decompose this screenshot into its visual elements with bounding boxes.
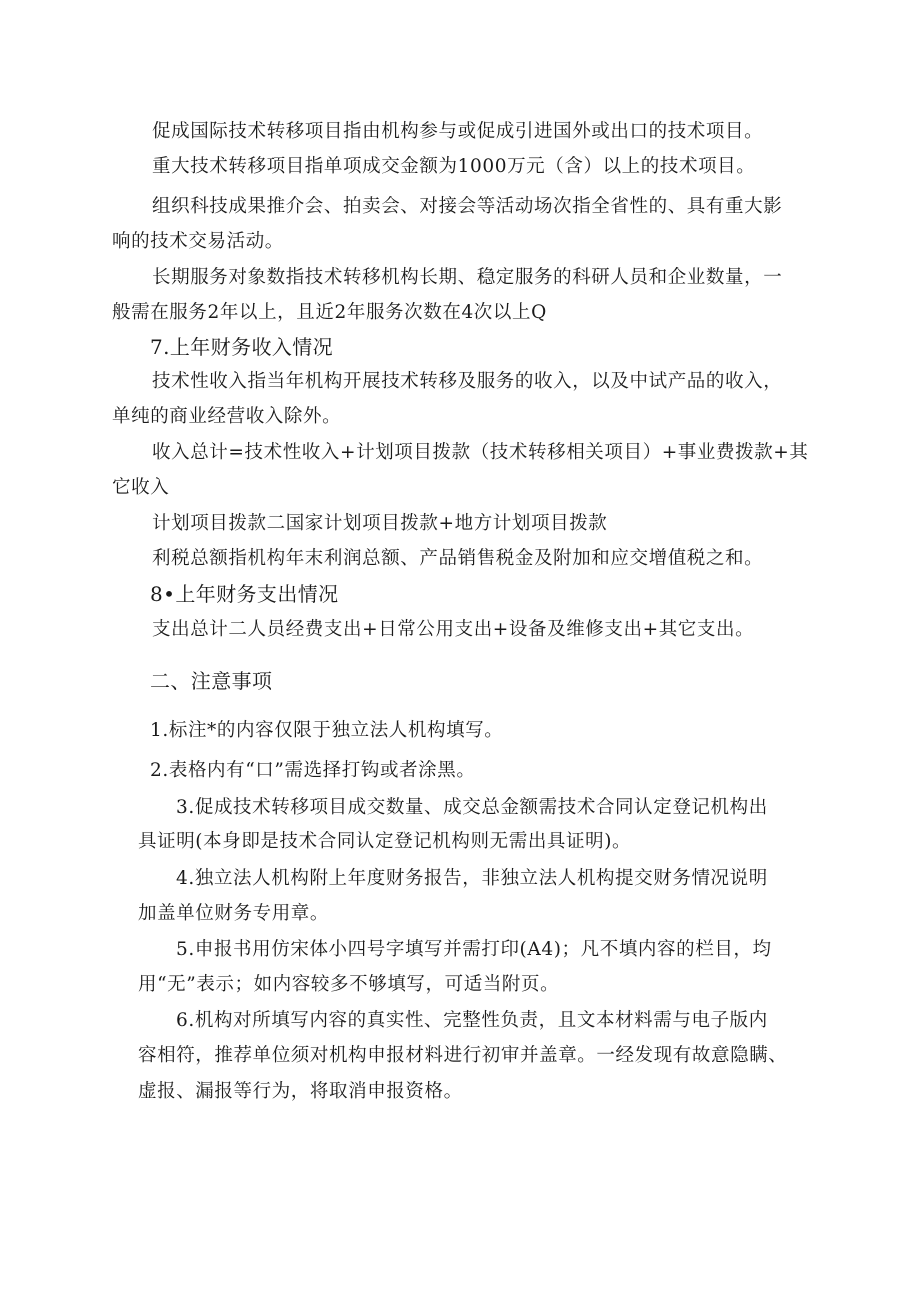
note-6-line1: 6.机构对所填写内容的真实性、完整性负责，且文本材料需与电子版内: [176, 1010, 768, 1031]
section-7-heading: 7.上年财务收入情况: [150, 335, 334, 359]
income-total-line1: 收入总计=技术性收入+计划项目拨款（技术转移相关项目）+事业费拨款+其: [152, 442, 809, 463]
expense-total-formula: 支出总计二人员经费支出+日常公用支出+设备及维修支出+其它支出。: [152, 619, 755, 640]
tech-income-line1: 技术性收入指当年机构开展技术转移及服务的收入，以及中试产品的收入，: [152, 371, 783, 392]
note-6-line2: 容相符，推荐单位须对机构申报材料进行初审并盖章。一经发现有故意隐瞒、: [138, 1045, 788, 1066]
definition-longterm-line2: 般需在服务2年以上，且近2年服务次数在4次以上Q: [112, 302, 547, 323]
note-3-line1: 3.促成技术转移项目成交数量、成交总金额需技术合同认定登记机构出: [176, 797, 768, 818]
definition-major-transfer: 重大技术转移项目指单项成交金额为1000万元（含）以上的技术项目。: [152, 156, 756, 177]
definition-events-line2: 响的技术交易活动。: [112, 231, 284, 252]
note-5-line2: 用“无”表示；如内容较多不够填写，可适当附页。: [138, 974, 560, 995]
section-8-heading: 8•上年财务支出情况: [150, 582, 339, 606]
definition-longterm-line1: 长期服务对象数指技术转移机构长期、稳定服务的科研人员和企业数量，一: [152, 267, 783, 288]
note-6-line3: 虚报、漏报等行为，将取消申报资格。: [138, 1081, 463, 1102]
note-3-line2: 具证明(本身即是技术合同认定登记机构则无需出具证明)。: [138, 831, 632, 852]
note-5-line1: 5.申报书用仿宋体小四号字填写并需打印(A4)；凡不填内容的栏目，均: [176, 939, 772, 960]
note-2: 2.表格内有“口”需选择打钩或者涂黑。: [150, 760, 476, 781]
note-1: 1.标注*的内容仅限于独立法人机构填写。: [150, 720, 504, 741]
notes-heading: 二、注意事项: [150, 669, 273, 693]
definition-intl-transfer: 促成国际技术转移项目指由机构参与或促成引进国外或出口的技术项目。: [152, 121, 764, 142]
profit-tax-definition: 利税总额指机构年末利润总额、产品销售税金及附加和应交增值税之和。: [152, 548, 764, 569]
plan-funding-formula: 计划项目拨款二国家计划项目拨款+地方计划项目拨款: [152, 513, 608, 534]
tech-income-line2: 单纯的商业经营收入除外。: [112, 406, 342, 427]
note-4-line2: 加盖单位财务专用章。: [138, 903, 330, 924]
note-4-line1: 4.独立法人机构附上年度财务报告，非独立法人机构提交财务情况说明: [176, 868, 768, 889]
income-total-line2: 它收入: [112, 477, 170, 498]
definition-events-line1: 组织科技成果推介会、拍卖会、对接会等活动场次指全省性的、具有重大影: [152, 196, 783, 217]
